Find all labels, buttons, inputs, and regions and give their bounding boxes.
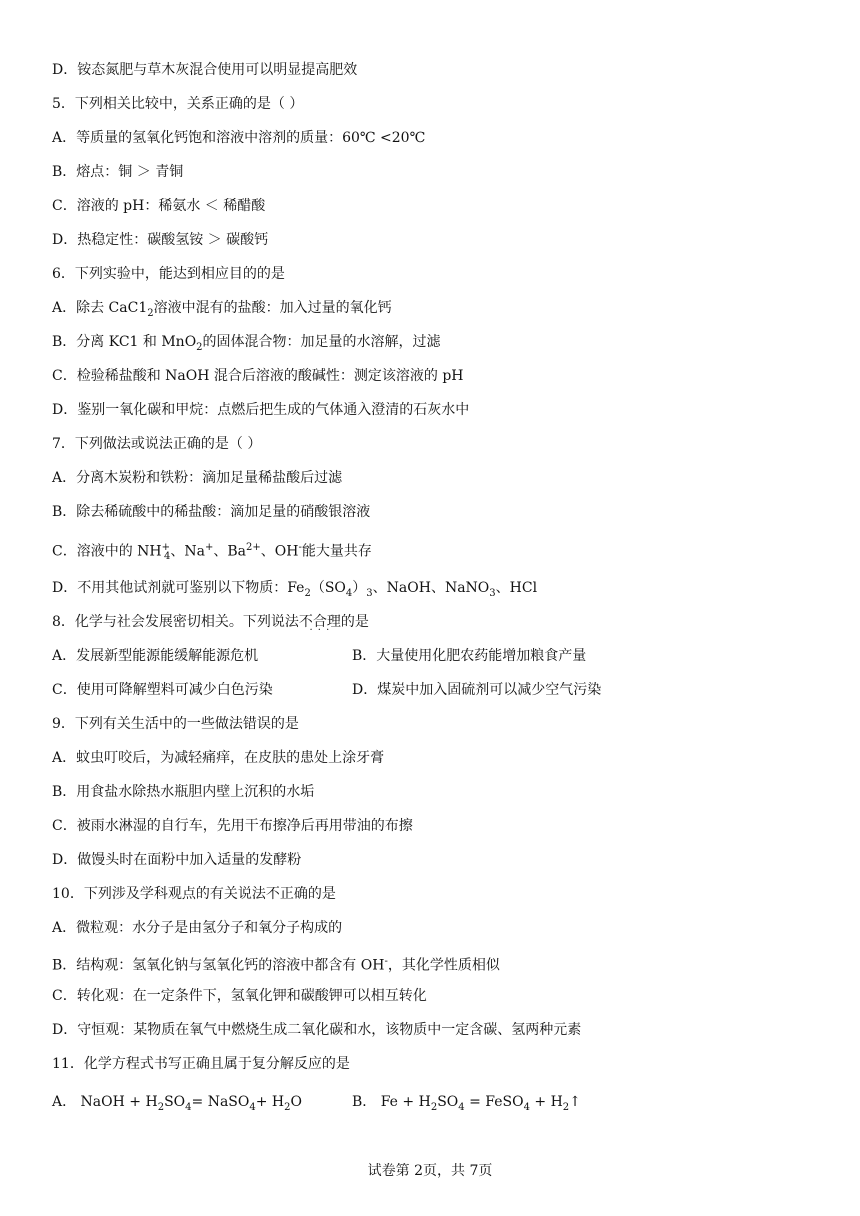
q8-option-b: B．大量使用化肥农药能增加粮食产量 [352, 648, 587, 664]
q9-option-d: D．做馒头时在面粉中加入适量的发酵粉 [52, 852, 302, 868]
text: 8．化学与社会发展密切相关。下列说法 [52, 614, 299, 630]
text: ，其化学性质相似 [387, 957, 500, 974]
subscript: 3 [366, 587, 373, 599]
question-6: 6．下列实验中，能达到相应目的的是 [52, 266, 285, 282]
subscript: 2 [284, 1101, 291, 1113]
q7-option-d [52, 578, 537, 604]
subscript: 2 [157, 1101, 165, 1113]
text: 能大量共存 [301, 543, 372, 560]
text: ↑ [569, 1094, 581, 1110]
q11-option-b [352, 1092, 581, 1118]
subscript: 2 [430, 1101, 438, 1113]
question-11: 11．化学方程式书写正确且属于复分解反应的是 [52, 1056, 350, 1072]
superscript: 2+ [246, 542, 261, 553]
q8-option-d: D．煤炭中加入固硫剂可以减少空气污染 [352, 682, 602, 698]
subscript: 4 [164, 551, 171, 563]
q5-option-c: C．溶液的 pH：稀氨水 ＜ 稀醋酸 [52, 198, 266, 214]
q5-option-b: B．熔点：铜 ＞ 青铜 [52, 164, 184, 180]
q10-option-c: C．转化观：在一定条件下，氢氧化钾和碳酸钾可以相互转化 [52, 988, 427, 1004]
text: 溶液中混有的盐酸：加入过量的氧化钙 [153, 300, 392, 316]
q8-option-a: A．发展新型能源能缓解能源危机 [52, 648, 259, 664]
q5-option-d: D．热稳定性：碳酸氢铵 ＞ 碳酸钙 [52, 232, 269, 248]
text: O [290, 1094, 302, 1110]
superscript: + [161, 542, 171, 553]
subscript: 4 [249, 1101, 256, 1113]
question-9: 9．下列有关生活中的一些做法错误的是 [52, 716, 299, 732]
text: = NaSO [191, 1094, 250, 1110]
q9-option-b: B．用食盐水除热水瓶胆内壁上沉积的水垢 [52, 784, 315, 800]
text: 、Ba [213, 543, 247, 560]
text: A．除去 CaC1 [52, 300, 148, 316]
subscript: 2 [196, 341, 203, 353]
subscript: 3 [489, 587, 496, 599]
subscript: 4 [345, 587, 353, 599]
text: （SO [310, 580, 346, 596]
subscript: 4 [458, 1101, 465, 1113]
q7-option-c [52, 538, 372, 567]
subscript: 2 [562, 1101, 570, 1113]
superscript: - [298, 542, 302, 553]
q5-option-a: A．等质量的氢氧化钙饱和溶液中溶剂的质量：60℃ <20℃ [52, 130, 426, 146]
text: + H [255, 1094, 285, 1110]
q6-option-c: C．检验稀盐酸和 NaOH 混合后溶液的酸碱性：测定该溶液的 pH [52, 368, 464, 384]
text: + H [529, 1094, 563, 1110]
text: SO [437, 1094, 459, 1110]
text: C．溶液中的 NH [52, 543, 162, 560]
text: B． Fe + H [352, 1094, 431, 1110]
q7-option-b: B．除去稀硫酸中的稀盐酸：滴加足量的硝酸银溶液 [52, 504, 371, 520]
subscript: 4 [523, 1101, 530, 1113]
emphasis-not-reasonable: 不合理 · · · [299, 612, 341, 632]
text: = FeSO [464, 1094, 524, 1110]
question-10: 10．下列涉及学科观点的有关说法不正确的是 [52, 886, 336, 902]
question-8 [52, 612, 369, 632]
superscript: - [384, 956, 388, 967]
page-footer: 试卷第 2页，共 7页 [367, 1163, 493, 1179]
q6-option-a [52, 298, 392, 324]
q10-option-d: D．守恒观：某物质在氧气中燃烧生成二氧化碳和水，该物质中一定含碳、氢两种元素 [52, 1022, 582, 1038]
text: SO [164, 1094, 186, 1110]
q7-option-a: A．分离木炭粉和铁粉：滴加足量稀盐酸后过滤 [52, 470, 343, 486]
subscript: 2 [304, 587, 311, 599]
q10-option-a: A．微粒观：水分子是由氢分子和氧分子构成的 [52, 920, 343, 936]
text: B．结构观：氢氧化钠与氢氧化钙的溶液中都含有 OH [52, 957, 385, 974]
superscript: + [205, 542, 214, 553]
q9-option-a: A．蚊虫叮咬后，为减轻痛痒，在皮肤的患处上涂牙膏 [52, 750, 385, 766]
text: B．分离 KC1 和 MnO [52, 334, 197, 350]
subscript: 4 [185, 1101, 192, 1113]
q8-option-c: C．使用可降解塑料可减少白色污染 [52, 682, 273, 698]
question-7: 7．下列做法或说法正确的是（ ） [52, 436, 262, 452]
text: D．不用其他试剂就可鉴别以下物质：Fe [52, 580, 305, 596]
subscript: 2 [147, 307, 154, 319]
text: 的固体混合物：加足量的水溶解，过滤 [202, 334, 441, 350]
text: ） [352, 580, 367, 596]
text: 的是 [340, 614, 369, 630]
text: 、Na [170, 543, 205, 560]
option-d-q4: D．铵态氮肥与草木灰混合使用可以明显提高肥效 [52, 62, 358, 78]
text: 、OH [260, 543, 299, 560]
q6-option-b [52, 332, 441, 358]
question-5: 5．下列相关比较中，关系正确的是（ ） [52, 96, 304, 112]
text: A． NaOH + H [52, 1094, 158, 1110]
q11-option-a [52, 1092, 302, 1118]
q10-option-b [52, 952, 500, 976]
q9-option-c: C．被雨水淋湿的自行车，先用干布擦净后再用带油的布擦 [52, 818, 413, 834]
text: 、NaOH、NaNO [372, 580, 490, 596]
q6-option-d: D．鉴别一氧化碳和甲烷：点燃后把生成的气体通入澄清的石灰水中 [52, 402, 470, 418]
text: 、HCl [495, 580, 538, 596]
